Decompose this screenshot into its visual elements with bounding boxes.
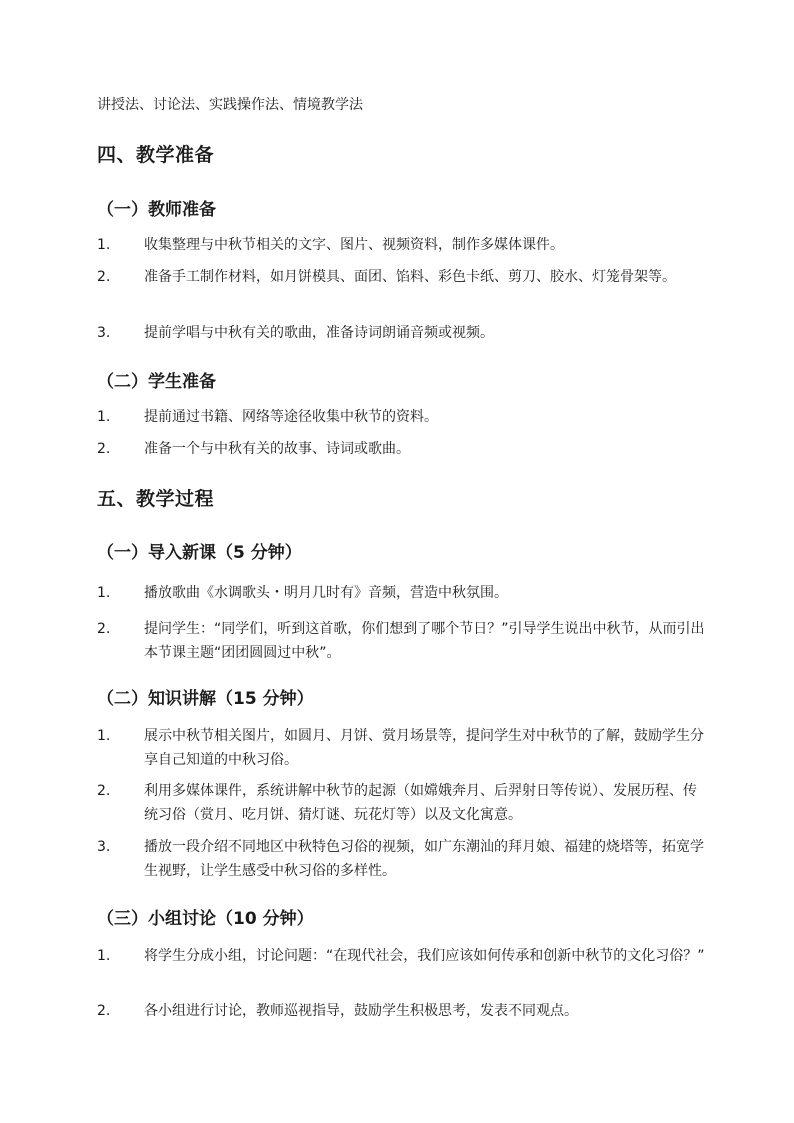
- list-item: [97, 944, 707, 968]
- list-number: 1.: [97, 585, 111, 601]
- list-item: [97, 724, 707, 772]
- list-number: 3.: [97, 325, 111, 341]
- list-text: 收集整理与中秋节相关的文字、图片、视频资料，制作多媒体课件。: [144, 237, 564, 253]
- list-text: 准备一个与中秋有关的故事、诗词或歌曲。: [144, 441, 410, 457]
- list-text: 播放歌曲《水调歌头・明月几时有》音频，营造中秋氛围。: [144, 585, 508, 601]
- list-item: [97, 405, 707, 429]
- list-item: [97, 835, 707, 883]
- list-item: [97, 321, 707, 345]
- list-number: 3.: [97, 839, 111, 855]
- list-text: 将学生分成小组，讨论问题：“在现代社会，我们应该如何传承和创新中秋节的文化习俗？”: [144, 948, 705, 964]
- list-item: [97, 233, 707, 257]
- list-number: 2.: [97, 783, 111, 799]
- list-number: 1.: [97, 409, 111, 425]
- list-item: [97, 581, 707, 605]
- list-number: 2.: [97, 1003, 111, 1019]
- list-number: 2.: [97, 621, 111, 637]
- list-item: [97, 265, 707, 289]
- subheading-teacher-preparation: （一）教师准备: [97, 200, 216, 220]
- subheading-intro-lesson: （一）导入新课（5 分钟）: [97, 543, 302, 563]
- subheading-student-preparation: （二）学生准备: [97, 372, 216, 392]
- list-number: 2.: [97, 441, 111, 457]
- list-item: [97, 437, 707, 461]
- section-heading-preparation: 四、教学准备: [97, 144, 215, 166]
- list-text: 利用多媒体课件，系统讲解中秋节的起源（如嫦娥奔月、后羿射日等传说）、发展历程、传统习俗（赏月、吃月饼、猜灯谜、玩花灯等）以及文化寓意。: [144, 783, 697, 823]
- list-text: 提问学生：“同学们，听到这首歌，你们想到了哪个节日？”引导学生说出中秋节，从而引出本节课主题“团团圆圆过中秋”。: [144, 621, 705, 661]
- list-item: [97, 779, 707, 827]
- subheading-group-discussion: （三）小组讨论（10 分钟）: [97, 909, 314, 929]
- list-text: 提前通过书籍、网络等途径收集中秋节的资料。: [144, 409, 438, 425]
- list-number: 1.: [97, 237, 111, 253]
- list-text: 提前学唱与中秋有关的歌曲，准备诗词朗诵音频或视频。: [144, 325, 494, 341]
- list-text: 准备手工制作材料，如月饼模具、面团、馅料、彩色卡纸、剪刀、胶水、灯笼骨架等。: [144, 269, 676, 285]
- list-number: 1.: [97, 728, 111, 744]
- teaching-methods-text: 讲授法、讨论法、实践操作法、情境教学法: [97, 97, 363, 113]
- list-number: 2.: [97, 269, 111, 285]
- section-heading-process: 五、教学过程: [97, 488, 215, 510]
- list-text: 展示中秋节相关图片，如圆月、月饼、赏月场景等，提问学生对中秋节的了解，鼓励学生分享自己知道的中秋习俗。: [144, 728, 704, 768]
- list-number: 1.: [97, 948, 111, 964]
- list-text: 各小组进行讨论，教师巡视指导，鼓励学生积极思考，发表不同观点。: [144, 1003, 578, 1019]
- list-item: [97, 617, 707, 665]
- list-text: 播放一段介绍不同地区中秋特色习俗的视频，如广东潮汕的拜月娘、福建的烧塔等，拓宽学生视野，让学生感受中秋习俗的多样性。: [144, 839, 704, 879]
- subheading-knowledge-explanation: （二）知识讲解（15 分钟）: [97, 689, 314, 709]
- list-item: [97, 999, 707, 1023]
